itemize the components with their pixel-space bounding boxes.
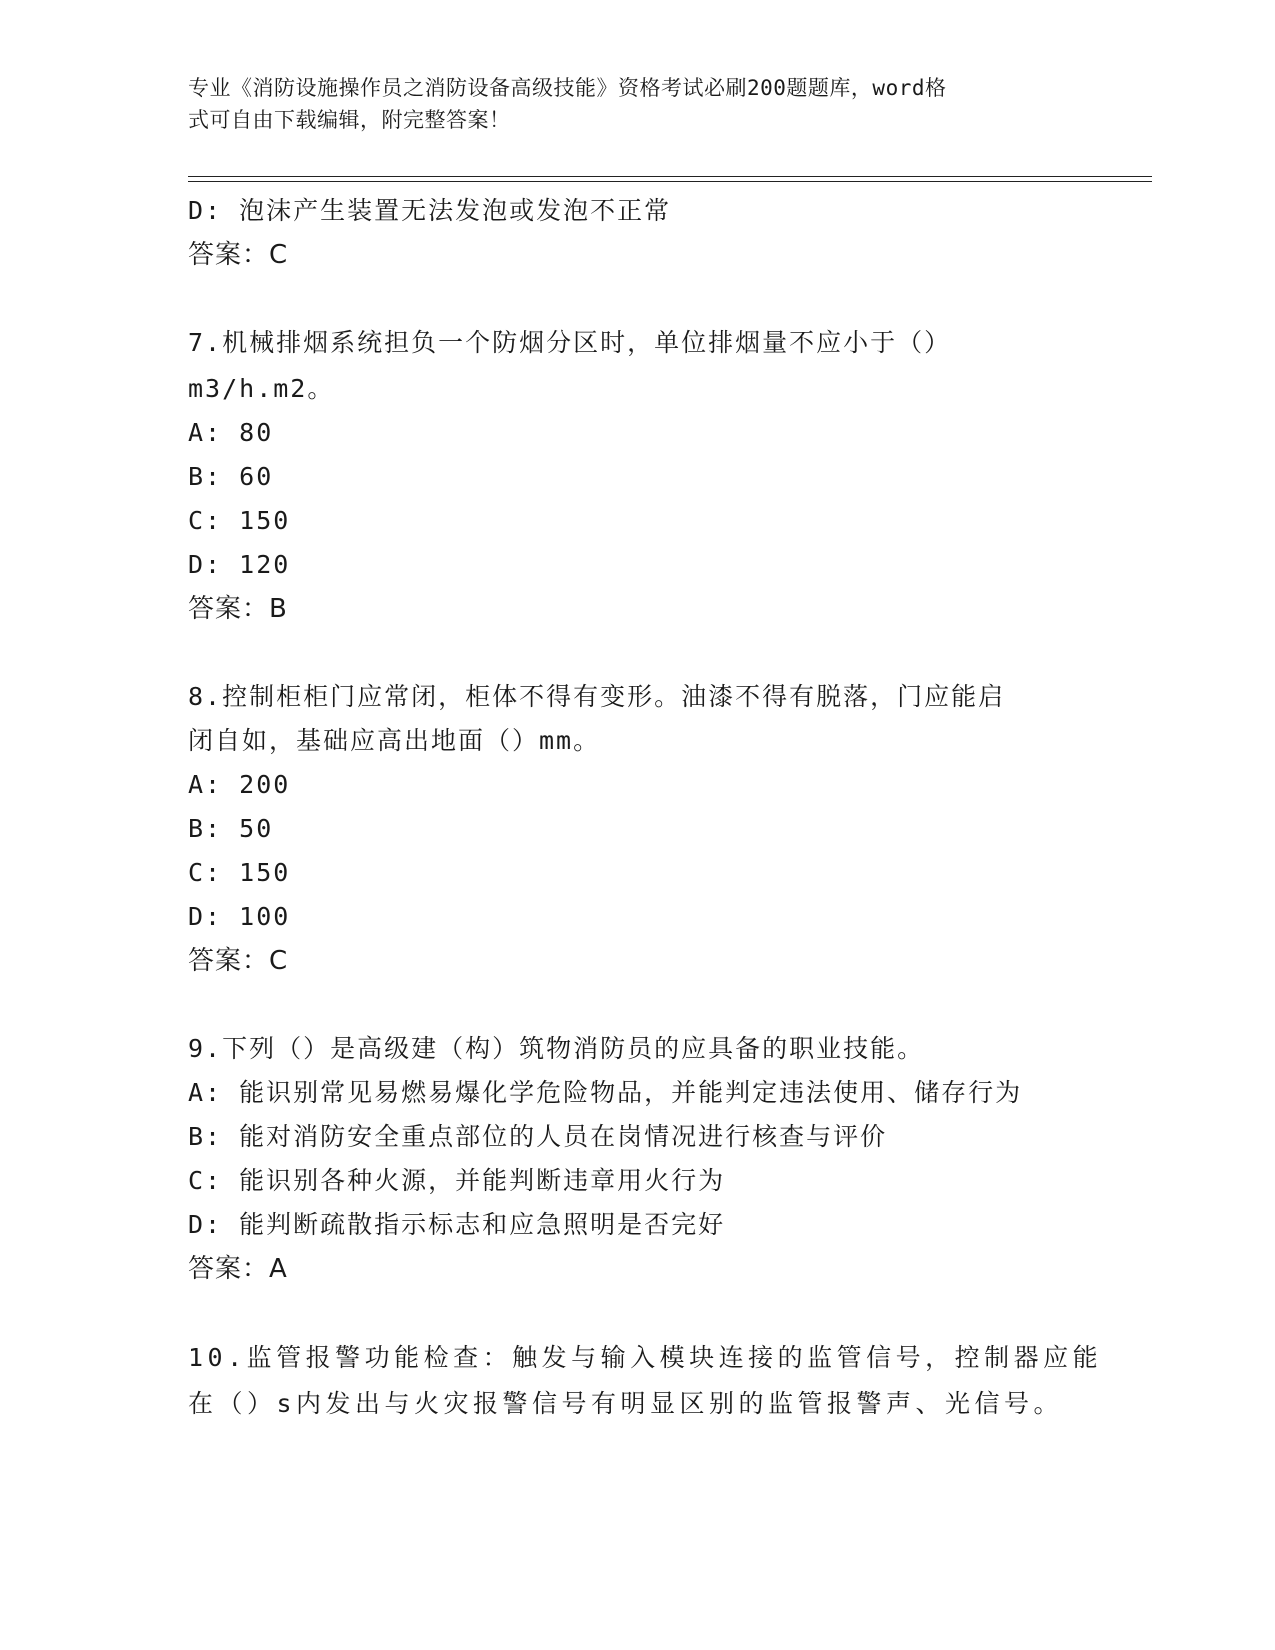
q7-stem-line-1: 7.机械排烟系统担负一个防烟分区时，单位排烟量不应小于（） — [188, 328, 952, 357]
q7-option-a: A: 80 — [188, 418, 274, 447]
q8-stem-line-2: 闭自如，基础应高出地面（）mm。 — [188, 726, 601, 755]
header-line-2: 式可自由下载编辑，附完整答案！ — [188, 108, 511, 132]
q9-option-c: C: 能识别各种火源，并能判断违章用火行为 — [188, 1166, 726, 1195]
header-divider-top — [188, 176, 1152, 177]
q9-option-b: B: 能对消防安全重点部位的人员在岗情况进行核查与评价 — [188, 1122, 888, 1151]
q7-answer: 答案：B — [188, 594, 288, 624]
q8-option-a: A: 200 — [188, 770, 291, 799]
q7-option-d: D: 120 — [188, 550, 291, 579]
q9-option-a: A: 能识别常见易燃易爆化学危险物品，并能判定违法使用、储存行为 — [188, 1078, 1023, 1107]
q10-stem-line-2: 在（）s内发出与火灾报警信号有明显区别的监管报警声、光信号。 — [188, 1389, 1064, 1418]
header-line-1: 专业《消防设施操作员之消防设备高级技能》资格考试必刷200题题库，word格 — [188, 76, 947, 100]
q8-stem-line-1: 8.控制柜柜门应常闭，柜体不得有变形。油漆不得有脱落，门应能启 — [188, 682, 1006, 711]
prev-option-d: D: 泡沫产生装置无法发泡或发泡不正常 — [188, 196, 672, 225]
q9-option-d: D: 能判断疏散指示标志和应急照明是否完好 — [188, 1210, 726, 1239]
q7-option-b: B: 60 — [188, 462, 274, 491]
document-header — [188, 72, 1068, 136]
q8-option-c: C: 150 — [188, 858, 291, 887]
q8-option-d: D: 100 — [188, 902, 291, 931]
header-divider-bottom — [188, 181, 1152, 182]
q9-stem-line-1: 9.下列（）是高级建（构）筑物消防员的应具备的职业技能。 — [188, 1034, 925, 1063]
q7-option-c: C: 150 — [188, 506, 291, 535]
prev-answer: 答案：C — [188, 240, 289, 270]
q10-stem-line-1: 10.监管报警功能检查：触发与输入模块连接的监管信号，控制器应能 — [188, 1343, 1103, 1372]
q9-answer: 答案：A — [188, 1254, 288, 1284]
q8-option-b: B: 50 — [188, 814, 274, 843]
q8-answer: 答案：C — [188, 946, 289, 976]
q7-stem-line-2: m3/h.m2。 — [188, 374, 335, 403]
